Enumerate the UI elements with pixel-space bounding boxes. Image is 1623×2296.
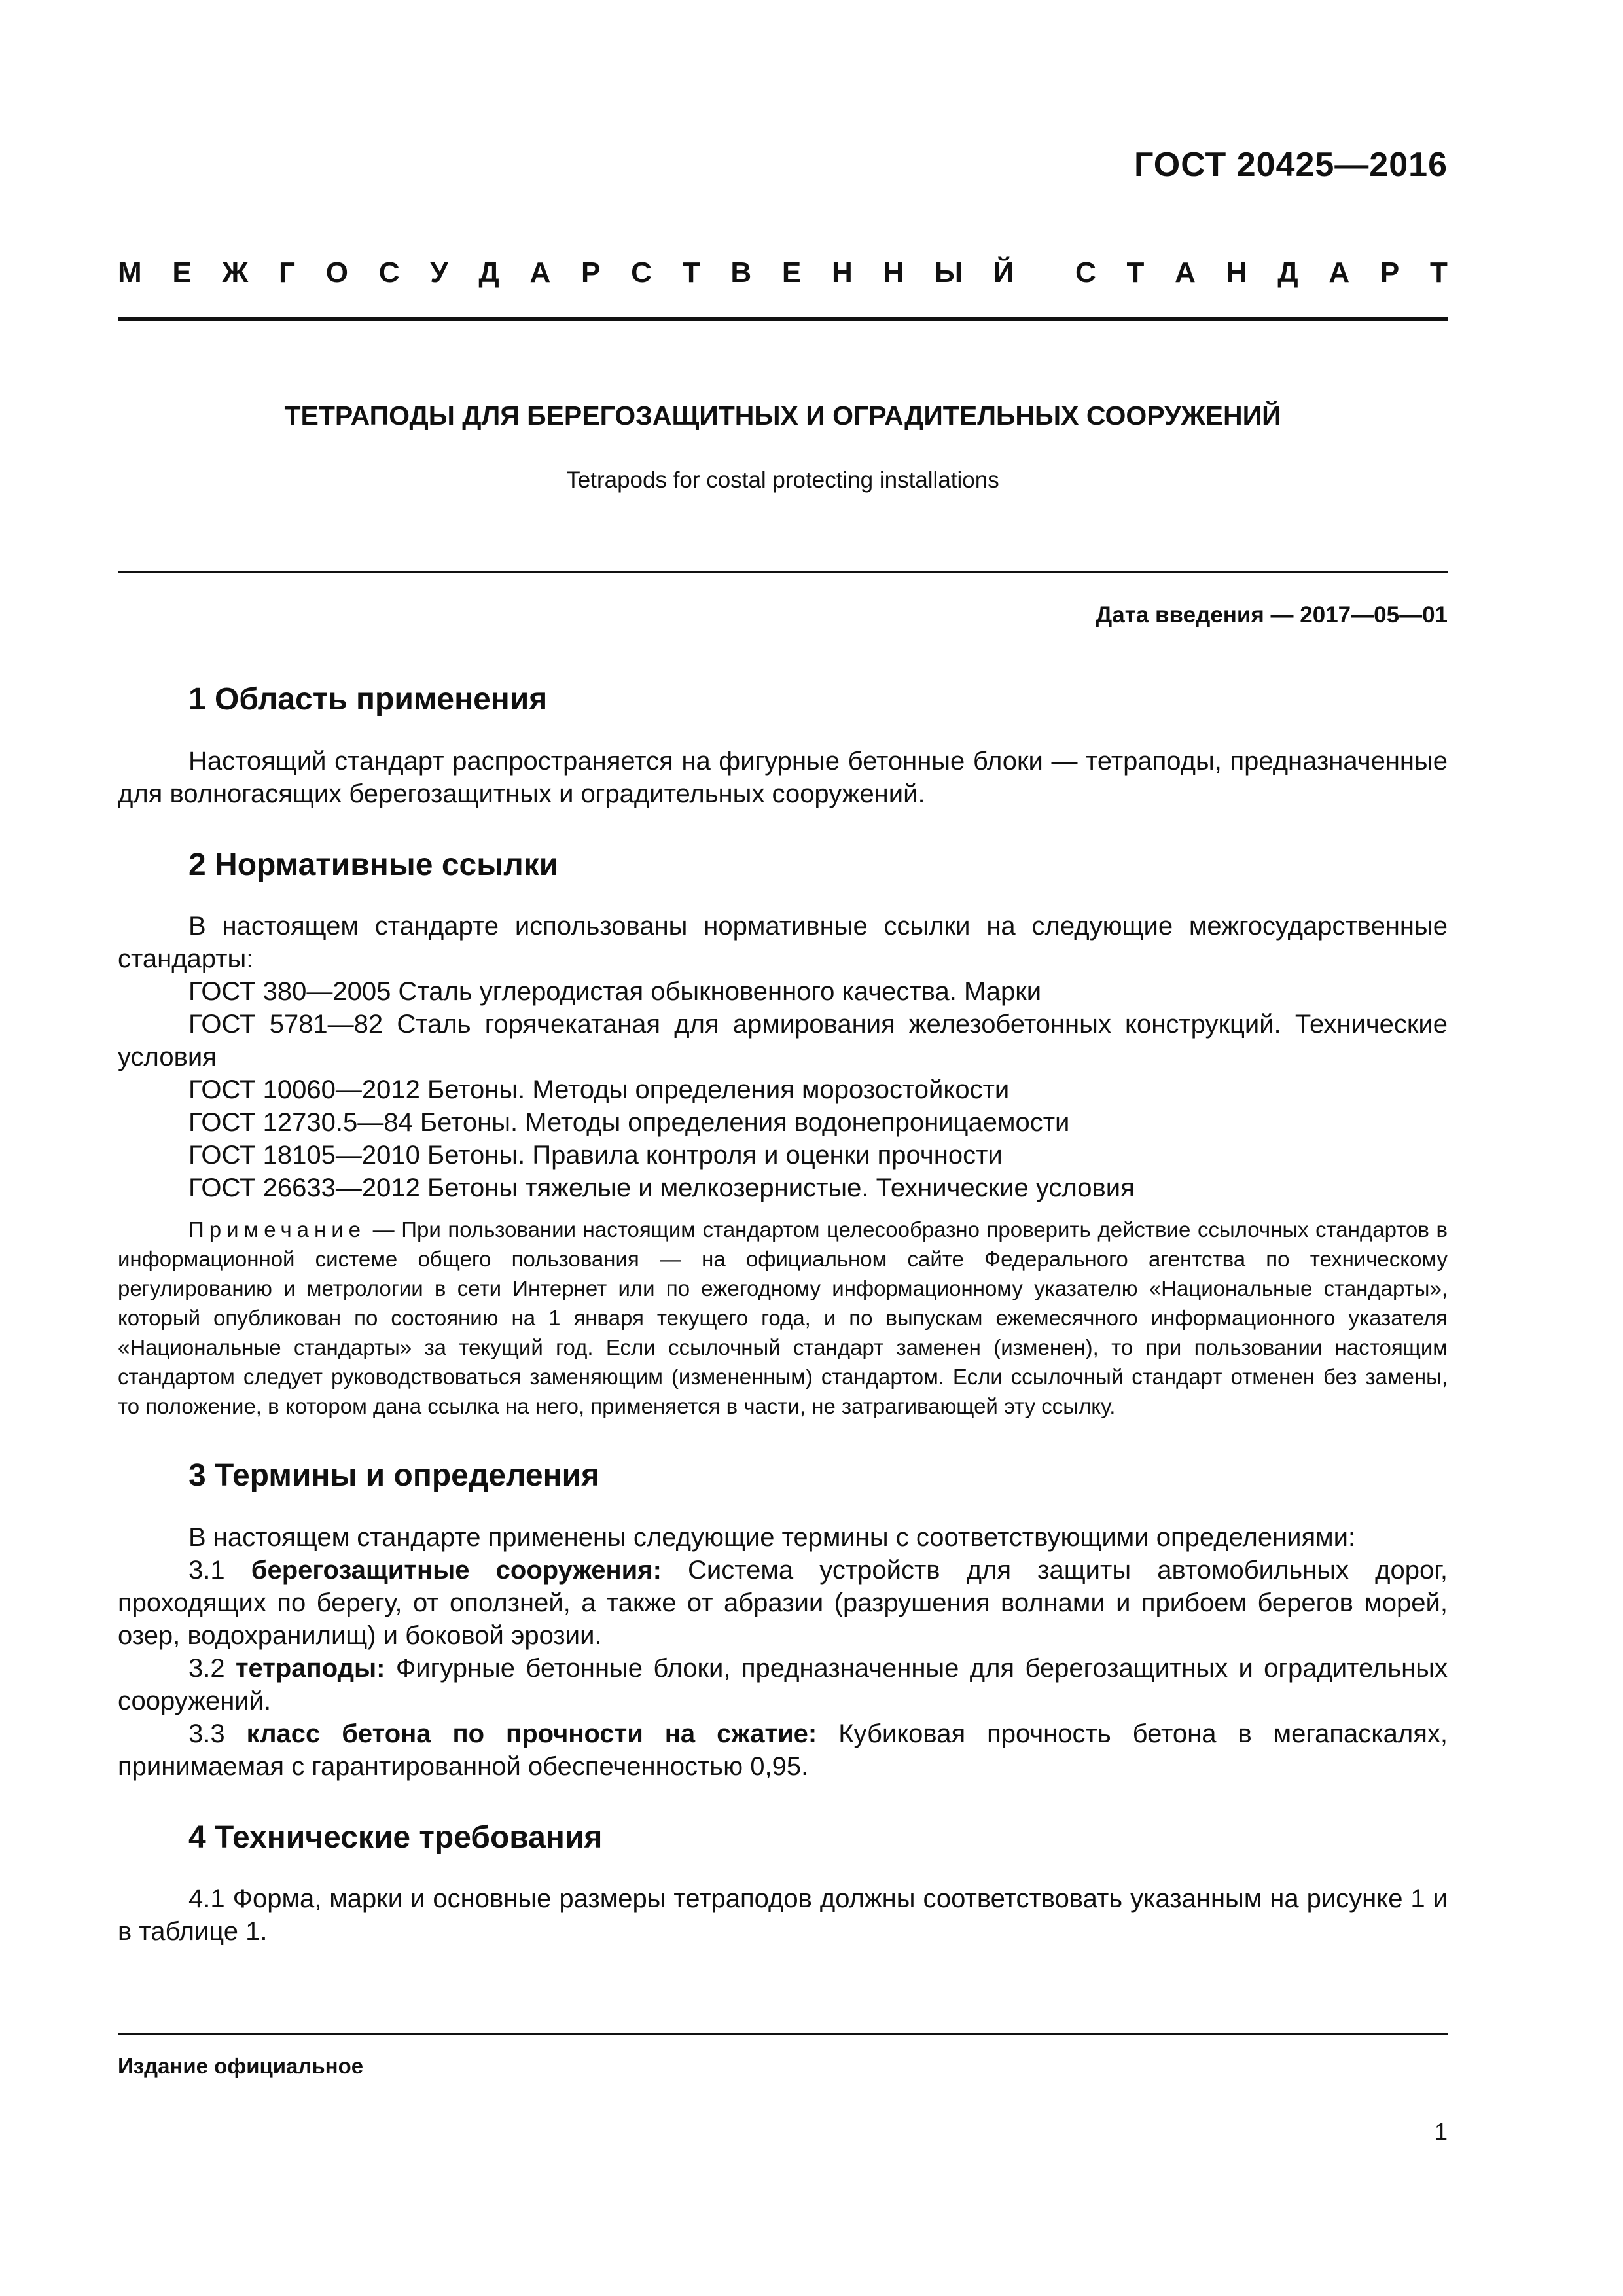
section-heading-terms: 3 Термины и определения [188, 1458, 600, 1494]
banner-letter: У [430, 257, 448, 289]
banner-letter: Ж [222, 257, 249, 289]
note-text: — При пользовании настоящим стандартом целесообразно проверить действие ссылочных стандартов в информационной системе общего пользования — на официальном сайте Федерального агентства по техническому регулированию и метрологии в сети Интернет или по ежегодному информационному указателю «Национальные стандарты», который опубликован по состоянию на 1 января текущего года, и по выпускам ежемесячного информационного указателя «Национальные стандарты» за текущий год. Если ссылочный стандарт заменен (изменен), то при пользовании настоящим стандартом следует руководствоваться заменяющим (измененным) стандартом. Если ссылочный стандарт отменен без замены, то положение, в котором дана ссылка на него, применяется в части, не затрагивающей эту ссылку. [118, 1217, 1448, 1419]
banner-letter: Р [581, 257, 601, 289]
term-definition: Кубиковая прочность бетона в мегапаскалях, принимаемая с гарантированной обеспеченностью 0,95. [118, 1719, 1448, 1781]
reference-item: ГОСТ 18105—2010 Бетоны. Правила контроля и оценки прочности [188, 1141, 1003, 1170]
banner-letter: Е [172, 257, 192, 289]
section-scope-text: Настоящий стандарт распространяется на фигурные бетонные блоки — тетраподы, предназначенные для волногасящих берегозащитных и оградительных сооружений. [118, 746, 1448, 808]
document-title-english: Tetrapods for costal protecting installations [566, 467, 999, 493]
term-number: 3.1 [188, 1555, 251, 1585]
banner-letter: С [1075, 257, 1096, 289]
title-rule [118, 571, 1448, 573]
banner-letter: Н [1226, 257, 1247, 289]
section-heading-scope: 1 Область применения [188, 682, 548, 717]
term-number: 3.3 [188, 1719, 247, 1748]
term-definition: Фигурные бетонные блоки, предназначенные для берегозащитных и оградительных сооружений. [118, 1653, 1448, 1715]
banner-letter: Д [478, 257, 499, 289]
term-name: берегозащитные сооружения: [251, 1555, 662, 1585]
banner-letter: А [1175, 257, 1196, 289]
banner-letter: А [1329, 257, 1350, 289]
section-heading-references: 2 Нормативные ссылки [188, 847, 559, 882]
banner-letter: Ы [935, 257, 963, 289]
reference-item: ГОСТ 5781—82 Сталь горячекатаная для армирования железобетонных конструкций. Технические условия [118, 1010, 1448, 1072]
document-title: ТЕТРАПОДЫ ДЛЯ БЕРЕГОЗАЩИТНЫХ И ОГРАДИТЕЛЬНЫХ СООРУЖЕНИЙ [284, 401, 1281, 431]
terms-intro: В настоящем стандарте применены следующие термины с соответствующими определениями: [188, 1522, 1356, 1552]
references-note [118, 1215, 1448, 1421]
footer-rule [118, 2033, 1448, 2035]
banner-letter: Г [279, 257, 295, 289]
standard-designation: ГОСТ 20425—2016 [1134, 146, 1448, 184]
banner-letter: Т [1429, 257, 1448, 289]
section-heading-technical-requirements: 4 Технические требования [188, 1820, 603, 1855]
term-item [118, 1717, 1448, 1783]
banner-letter: Т [1126, 257, 1145, 289]
banner-letter: О [325, 257, 348, 289]
term-number: 3.2 [188, 1653, 236, 1683]
banner-letter: Н [883, 257, 904, 289]
banner-letter: Й [993, 257, 1014, 289]
term-item [118, 1652, 1448, 1717]
banner-letter: Е [781, 257, 802, 289]
term-definition: Система устройств для защиты автомобильных дорог, проходящих по берегу, от оползней, а также от абразии (разрушения волнами и прибоем берегов морей, озер, водохранилищ) и боковой эрозии. [118, 1555, 1448, 1650]
reference-item: ГОСТ 12730.5—84 Бетоны. Методы определения водонепроницаемости [188, 1108, 1070, 1138]
banner-letter: Т [682, 257, 700, 289]
term-name: тетраподы: [235, 1653, 385, 1683]
interstate-standard-banner [118, 257, 1448, 289]
banner-letter: Н [831, 257, 853, 289]
banner-letter: С [378, 257, 400, 289]
banner-letter: М [118, 257, 142, 289]
term-name: класс бетона по прочности на сжатие: [246, 1719, 817, 1748]
banner-letter: А [529, 257, 551, 289]
official-edition-label: Издание официальное [118, 2054, 364, 2078]
banner-letter: С [631, 257, 652, 289]
reference-item: ГОСТ 10060—2012 Бетоны. Методы определения морозостойкости [188, 1075, 1010, 1105]
references-intro: В настоящем стандарте использованы нормативные ссылки на следующие межгосударственные стандарты: [118, 912, 1448, 974]
note-label: Примечание [188, 1217, 366, 1242]
reference-item: ГОСТ 380—2005 Сталь углеродистая обыкновенного качества. Марки [188, 977, 1042, 1007]
header-rule [118, 317, 1448, 321]
banner-letter: Р [1380, 257, 1400, 289]
introduction-date: Дата введения — 2017—05—01 [1096, 602, 1448, 628]
reference-item: ГОСТ 26633—2012 Бетоны тяжелые и мелкозернистые. Технические условия [188, 1174, 1135, 1203]
banner-letter: Д [1277, 257, 1298, 289]
page-number: 1 [1434, 2118, 1448, 2145]
section-technical-text: 4.1 Форма, марки и основные размеры тетраподов должны соответствовать указанным на рисунке 1 и в таблице 1. [118, 1884, 1448, 1946]
banner-letter: В [730, 257, 752, 289]
term-item [118, 1554, 1448, 1652]
document-body [118, 681, 1448, 1948]
